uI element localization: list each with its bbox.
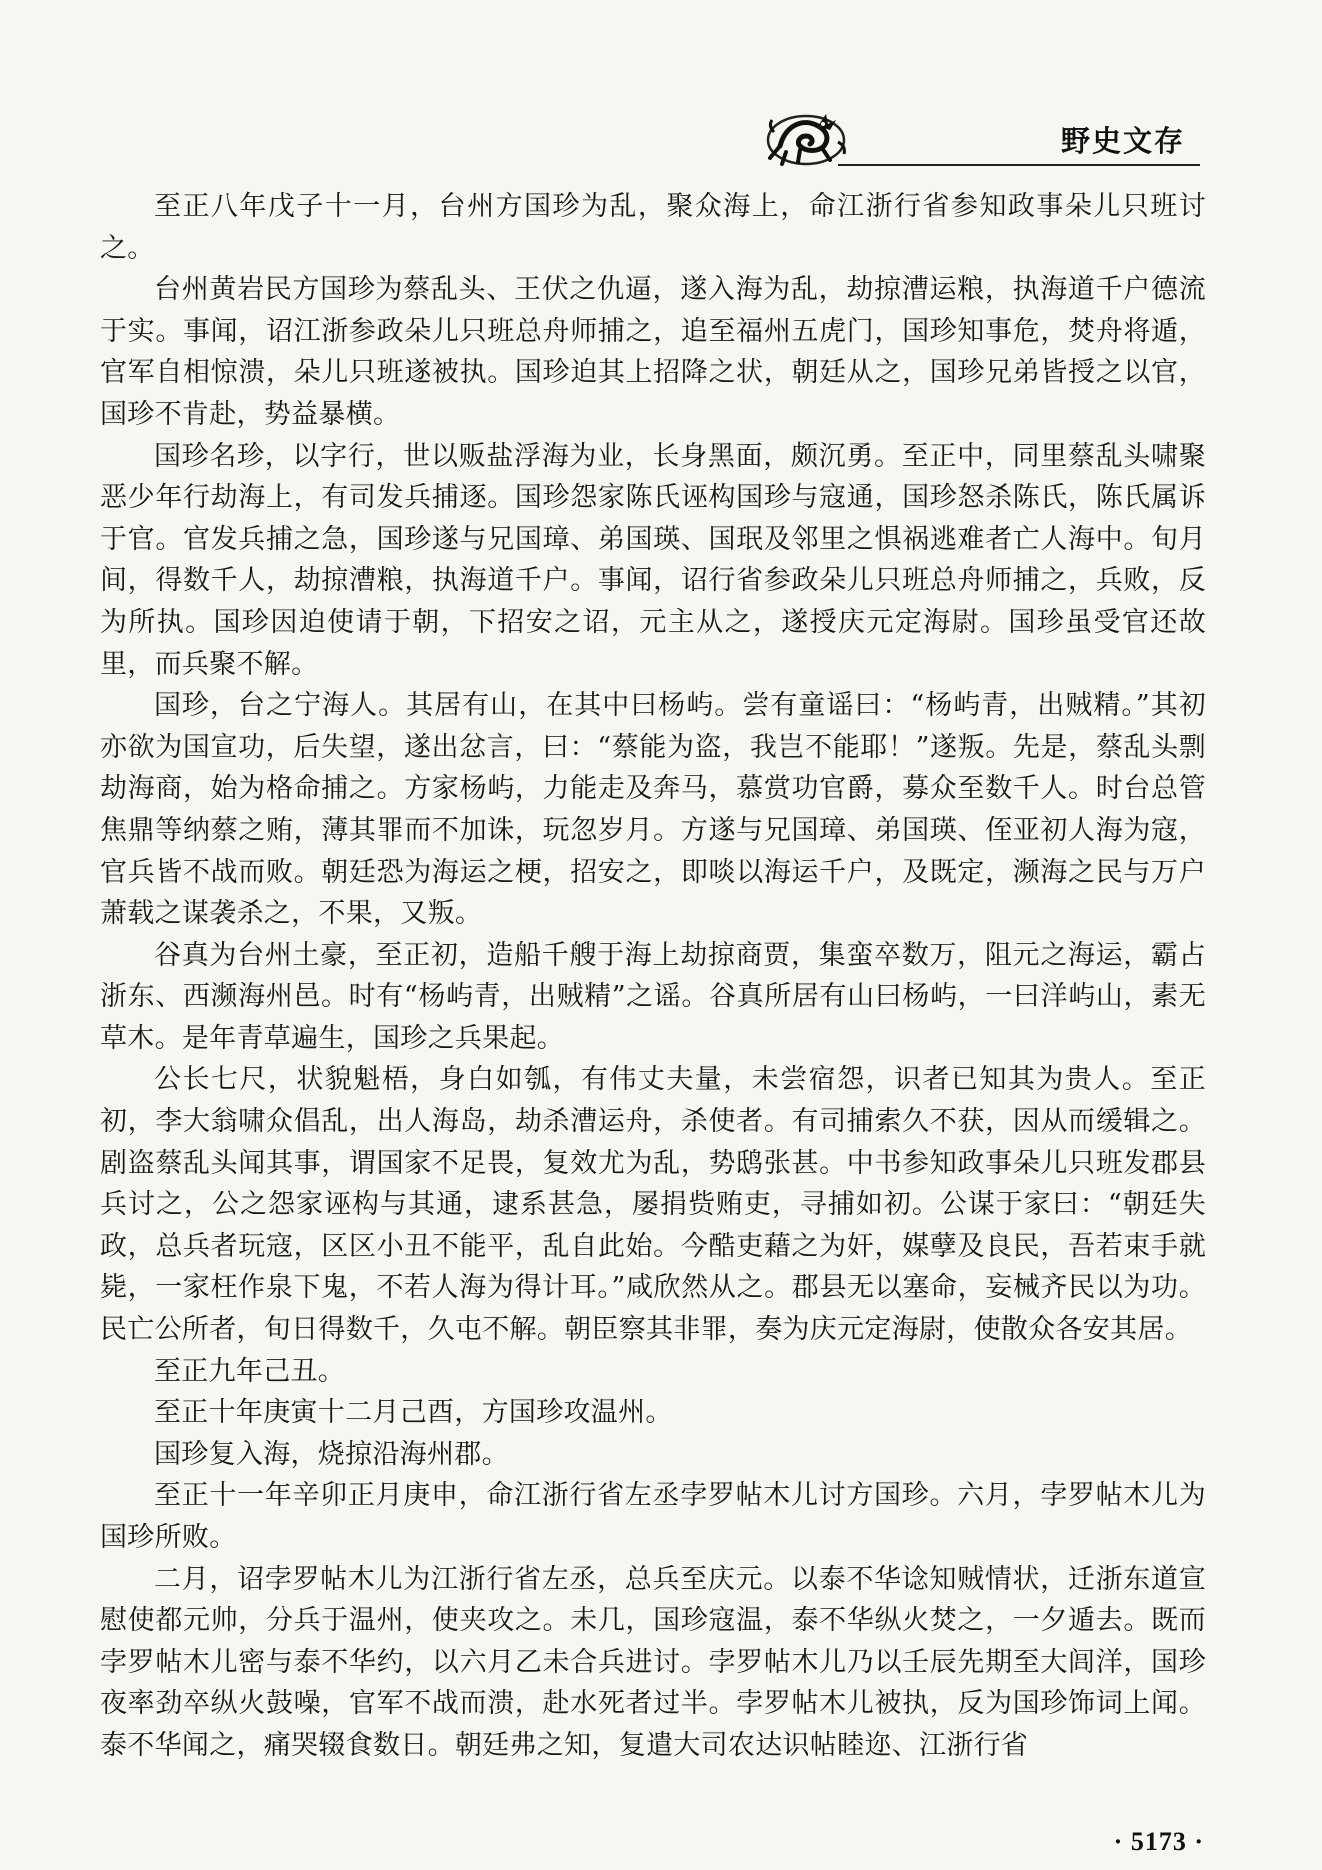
- body-text: [100, 186, 1206, 1767]
- paragraph: 国珍名珍，以字行，世以贩盐浮海为业，长身黑面，颇沉勇。至正中，同里蔡乱头啸聚恶少年行劫海上，有司发兵捕逐。国珍怨家陈氏诬构国珍与寇通，国珍怒杀陈氏，陈氏属诉于官。官发兵捕之急，国珍遂与兄国璋、弟国瑛、国珉及邻里之惧祸逃难者亡人海中。旬月间，得数千人，劫掠漕粮，执海道千户。事闻，诏行省参政朵儿只班总舟师捕之，兵败，反为所执。国珍因迫使请于朝，下招安之诏，元主从之，遂授庆元定海尉。国珍虽受官还故里，而兵聚不解。: [100, 440, 1206, 680]
- paragraph: 台州黄岩民方国珍为蔡乱头、王伏之仇逼，遂入海为乱，劫掠漕运粮，执海道千户德流于实。事闻，诏江浙参政朵儿只班总舟师捕之，追至福州五虎门，国珍知事危，焚舟将遁，官军自相惊溃，朵儿只班遂被执。国珍迫其上招降之状，朝廷从之，国珍兄弟皆授之以官，国珍不肯赴，势益暴横。: [100, 274, 1206, 430]
- page-number: · 5173 ·: [1113, 1827, 1204, 1856]
- paragraph: 至正九年己丑。: [154, 1355, 346, 1387]
- paragraph: 谷真为台州土豪，至正初，造船千艘于海上劫掠商贾，集蛮卒数万，阻元之海运，霸占浙东、西濒海州邑。时有“杨屿青，出贼精”之谣。谷真所居有山曰杨屿，一曰洋屿山，素无草木。是年青草遍生，国珍之兵果起。: [100, 939, 1206, 1054]
- section-title: 野史文存: [1060, 124, 1185, 158]
- paragraph: 国珍复入海，烧掠沿海州郡。: [154, 1438, 509, 1470]
- paragraph: 至正十年庚寅十二月己酉，方国珍攻温州。: [154, 1397, 673, 1429]
- paragraph: 公长七尺，状貌魁梧，身白如瓠，有伟丈夫量，未尝宿怨，识者已知其为贵人。至正初，李大翁啸众倡乱，出人海岛，劫杀漕运舟，杀使者。有司捕索久不获，因从而缓辑之。剧盗蔡乱头闻其事，谓国家不足畏，复效尤为乱，势鸱张甚。中书参知政事朵儿只班发郡县兵讨之，公之怨家诬构与其通，逮系甚急，屡捐赀贿吏，寻捕如初。公谋于家曰：“朝廷失政，总兵者玩寇，区区小丑不能平，乱自此始。今酷吏藉之为奸，媒孽及良民，吾若束手就毙，一家枉作泉下鬼，不若人海为得计耳。”咸欣然从之。郡县无以塞命，妄械齐民以为功。民亡公所者，旬日得数千，久屯不解。朝臣察其非罪，奏为庆元定海尉，使散众各安其居。: [100, 1064, 1206, 1346]
- header-rule: [838, 164, 1200, 166]
- paragraph: 至正十一年辛卯正月庚申，命江浙行省左丞孛罗帖木儿讨方国珍。六月，孛罗帖木儿为国珍所败。: [100, 1480, 1206, 1553]
- paragraph: 二月，诏孛罗帖木儿为江浙行省左丞，总兵至庆元。以泰不华谂知贼情状，迁浙东道宣慰使都元帅，分兵于温州，使夹攻之。未几，国珍寇温，泰不华纵火焚之，一夕遁去。既而孛罗帖木儿密与泰不华约，以六月乙未合兵进讨。孛罗帖木儿乃以壬辰先期至大闾洋，国珍夜率劲卒纵火鼓噪，官军不战而溃，赴水死者过半。孛罗帖木儿被执，反为国珍饰词上闻。泰不华闻之，痛哭辍食数日。朝廷弗之知，复遣大司农达识帖睦迩、江浙行省: [100, 1563, 1206, 1761]
- paragraph: 国珍，台之宁海人。其居有山，在其中曰杨屿。尝有童谣曰：“杨屿青，出贼精。”其初亦欲为国宣功，后失望，遂出忿言，曰：“蔡能为盗，我岂不能耶！”遂叛。先是，蔡乱头剽劫海商，始为格命捕之。方家杨屿，力能走及奔马，慕赏功官爵，募众至数千人。时台总管焦鼎等纳蔡之贿，薄其罪而不加诛，玩忽岁月。方遂与兄国璋、弟国瑛、侄亚初人海为寇，官兵皆不战而败。朝廷恐为海运之梗，招安之，即啖以海运千户，及既定，濒海之民与万户萧载之谋袭杀之，不果，又叛。: [100, 690, 1206, 930]
- page-header: [760, 92, 1200, 182]
- paragraph: 至正八年戊子十一月，台州方国珍为乱，聚众海上，命江浙行省参知政事朵儿只班讨之。: [100, 191, 1206, 264]
